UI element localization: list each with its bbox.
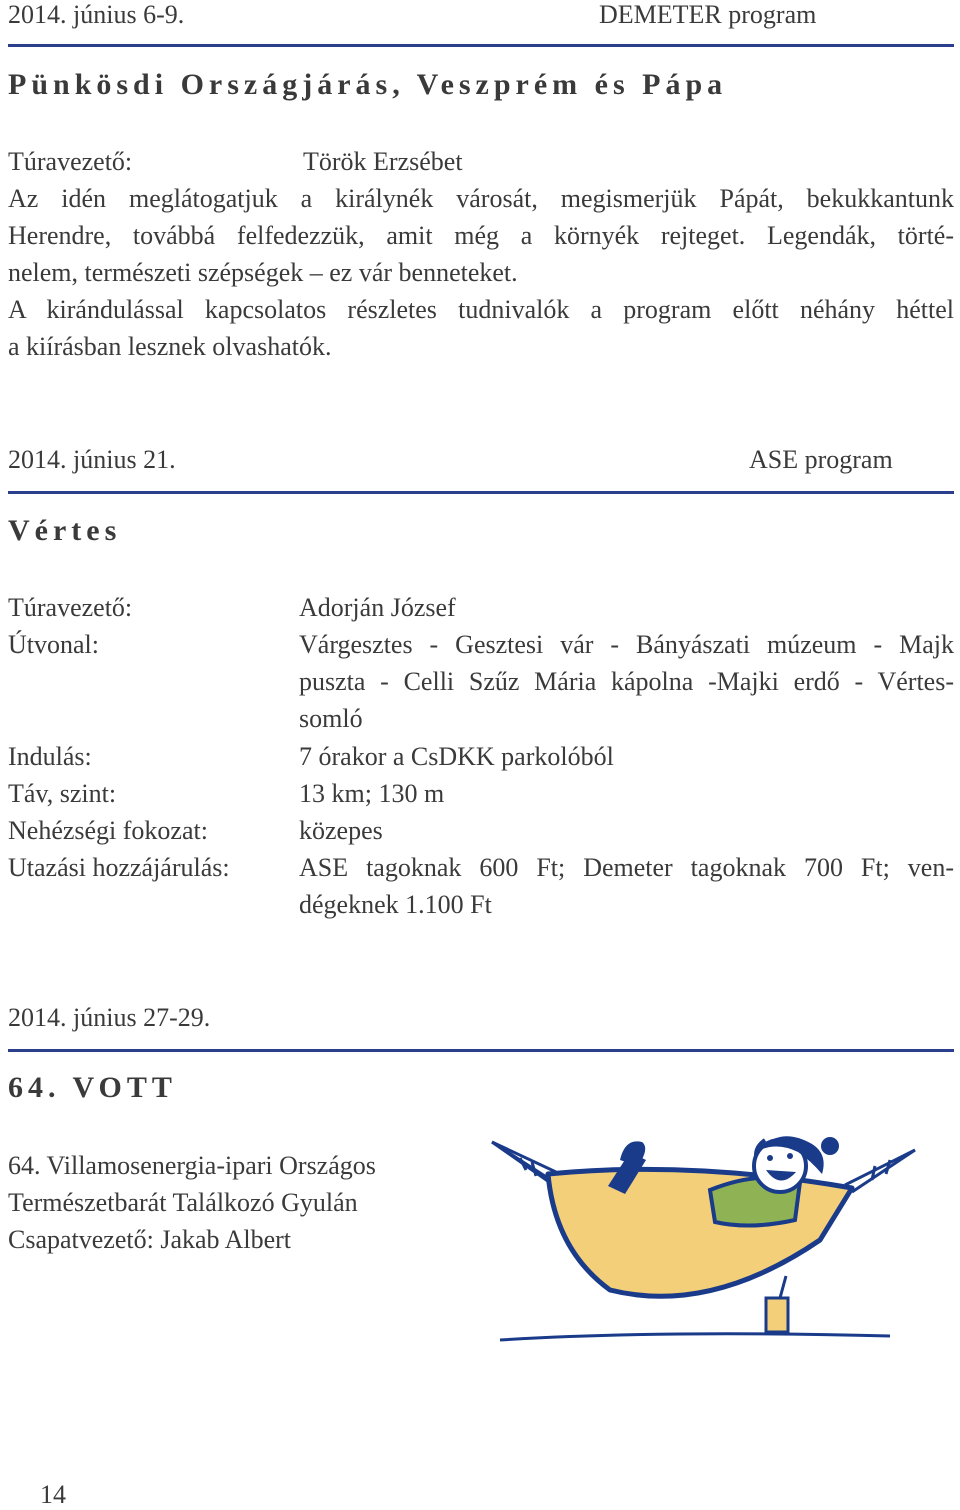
event2-rule <box>8 491 954 494</box>
route-value <box>299 626 954 737</box>
event3-line: 64. Villamosenergia-ipari Országos <box>8 1151 376 1180</box>
guide-value-text: Adorján József <box>299 593 456 622</box>
event1-description <box>8 180 954 365</box>
event3-rule <box>8 1049 954 1052</box>
route-value-line: puszta - Celli Szűz Mária kápolna -Majki erdő - Vértes- <box>299 667 954 696</box>
event1-guide-name: Török Erzsébet <box>303 147 463 176</box>
event2-title: Vértes <box>8 514 122 547</box>
event1-rule <box>8 44 954 47</box>
distance-value-text: 13 km; 130 m <box>299 779 445 808</box>
start-value-text: 7 órakor a CsDKK parkolóból <box>299 742 614 771</box>
event1-date: 2014. június 6-9. <box>8 0 185 29</box>
page-number: 14 <box>40 1480 66 1509</box>
event1-guide-label: Túravezető: <box>8 147 133 176</box>
route-value-line: Várgesztes - Gesztesi vár - Bányászati múzeum - Majk <box>299 630 954 659</box>
distance-label: Táv, szint: <box>8 779 117 808</box>
fee-value-line: dégeknek 1.100 Ft <box>299 890 492 919</box>
guide-value <box>299 589 954 626</box>
event1-description-line: a kiírásban lesznek olvashatók. <box>8 332 332 361</box>
event1-description-line: nelem, természeti szépségek – ez vár benneteket. <box>8 258 518 287</box>
route-label: Útvonal: <box>8 630 99 659</box>
event1-description-line: Az idén meglátogatjuk a királynék városát, megismerjük Pápát, bekukkantunk <box>8 184 954 213</box>
event2-date: 2014. június 21. <box>8 445 176 474</box>
difficulty-value-text: közepes <box>299 816 383 845</box>
fee-value <box>299 849 954 923</box>
event1-description-line: Herendre, továbbá felfedezzük, amit még a környék rejteget. Legendák, törté- <box>8 221 954 250</box>
fee-value-line: ASE tagoknak 600 Ft; Demeter tagoknak 700 Ft; ven- <box>299 853 954 882</box>
event3-line: Csapatvezető: Jakab Albert <box>8 1225 292 1254</box>
event1-org: DEMETER program <box>599 0 817 29</box>
event1-title: Pünkösdi Országjárás, Veszprém és Pápa <box>8 68 728 101</box>
event1-description-line: A kirándulással kapcsolatos részletes tudnivalók a program előtt néhány héttel <box>8 295 954 324</box>
guide-label: Túravezető: <box>8 593 133 622</box>
hammock-person-illustration <box>460 1130 930 1370</box>
event3-title: 64. VOTT <box>8 1071 177 1104</box>
event3-date: 2014. június 27-29. <box>8 1003 211 1032</box>
event3-line: Természetbarát Találkozó Gyulán <box>8 1188 358 1217</box>
difficulty-label: Nehézségi fokozat: <box>8 816 208 845</box>
difficulty-value <box>299 812 954 849</box>
fee-label: Utazási hozzájárulás: <box>8 853 230 882</box>
start-value <box>299 738 954 775</box>
event2-org: ASE program <box>749 445 893 474</box>
route-value-line: somló <box>299 704 363 733</box>
distance-value <box>299 775 954 812</box>
start-label: Indulás: <box>8 742 92 771</box>
